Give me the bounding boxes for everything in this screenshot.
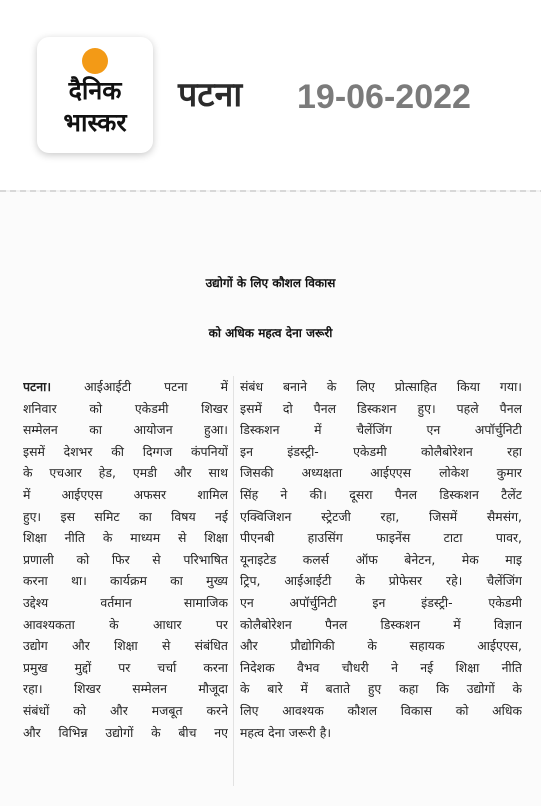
body-line-text: आवश्यकता के आधार पर	[23, 616, 228, 632]
body-line	[23, 549, 228, 571]
body-line-text: यूनाइटेड कलर्स ऑफ बेनेटन, मेक माइ	[240, 551, 522, 567]
body-line-text: इन इंडस्ट्री- एकेडमी कोलैबोरेशन रहा	[240, 443, 522, 459]
body-line-text: सिंह ने की। दूसरा पैनल डिस्कशन टैलेंट	[240, 486, 522, 502]
column-divider	[233, 376, 234, 786]
body-line	[240, 398, 522, 420]
newspaper-logo	[37, 37, 153, 153]
headline-line-1: उद्योगों के लिए कौशल विकास	[205, 276, 336, 290]
edition-city: पटना	[178, 75, 243, 115]
body-line-text: लिए आवश्यक कौशल विकास को अधिक	[240, 702, 522, 718]
body-line-text: उद्योग और शिक्षा से संबंधित	[23, 638, 228, 654]
body-line	[23, 462, 228, 484]
logo-text-line1: दैनिक	[68, 76, 122, 105]
body-line	[23, 635, 228, 657]
body-line-text: उद्देश्य वर्तमान सामाजिक	[23, 594, 228, 610]
body-line	[23, 570, 228, 592]
paper-header	[0, 0, 541, 185]
body-line-text: डिस्कशन में चैलेंजिंग एन अपॉर्चुनिटी	[240, 422, 522, 438]
body-line	[23, 614, 228, 636]
article-body-left	[23, 376, 228, 743]
body-line-text: निदेशक वैभव चौधरी ने नई शिक्षा नीति	[240, 659, 522, 675]
body-line	[240, 614, 522, 636]
article-body-right	[240, 376, 522, 743]
article-dateline: पटना।	[23, 379, 52, 394]
clipping-edge	[0, 190, 541, 192]
body-line	[23, 592, 228, 614]
body-line	[240, 506, 522, 528]
body-line-text: सम्मेलन का आयोजन हुआ।	[23, 422, 228, 438]
body-line-text: पीएनबी हाउसिंग फाइनेंस टाटा पावर,	[240, 530, 522, 546]
body-line-text: ट्रिप, आईआईटी के प्रोफेसर रहे। चैलेंजिंग	[240, 573, 522, 589]
sun-icon	[82, 48, 108, 74]
body-line-text: करना था। कार्यक्रम का मुख्य	[23, 573, 228, 589]
article-kicker	[0, 224, 541, 248]
body-line-text: और प्रौद्योगिकी के सहायक आईएएस,	[240, 638, 522, 654]
logo-text-line2: भास्कर	[63, 108, 127, 137]
body-line	[240, 657, 522, 679]
body-line	[240, 462, 522, 484]
article-headline	[0, 258, 541, 358]
body-line	[240, 441, 522, 463]
body-line	[23, 419, 228, 441]
body-line-text: एक्विजिशन स्ट्रेटजी रहा, जिसमें सैमसंग,	[240, 508, 522, 524]
body-line-text: और विभिन्न उद्योगों के बीच नए	[23, 724, 228, 740]
body-line	[23, 722, 228, 744]
body-line	[240, 700, 522, 722]
body-line	[240, 678, 522, 700]
body-line-text: रहा। शिखर सम्मेलन मौजूदा	[23, 681, 228, 697]
body-line	[240, 527, 522, 549]
body-line-text: महत्व देना जरूरी है।	[240, 724, 332, 740]
body-line-text: संबंधों को और मजबूत करने	[23, 702, 228, 718]
headline-line-2: को अधिक महत्व देना जरूरी	[208, 326, 333, 340]
body-line-text: एन अपॉर्चुनिटी इन इंडस्ट्री- एकेडमी	[240, 594, 522, 610]
body-line	[23, 441, 228, 463]
body-line	[240, 484, 522, 506]
body-line-text: प्रमुख मुद्दों पर चर्चा करना	[23, 659, 228, 675]
body-line-text: कोलैबोरेशन पैनल डिस्कशन में विज्ञान	[240, 616, 522, 632]
body-line-text: प्रणाली को फिर से परिभाषित	[23, 551, 228, 567]
body-line-text: के बारे में बताते हुए कहा कि उद्योगों के	[240, 681, 522, 697]
body-line-text: इसमें देशभर की दिग्गज कंपनियों	[23, 443, 228, 459]
body-line	[23, 376, 228, 398]
body-line	[240, 419, 522, 441]
body-line	[23, 700, 228, 722]
body-line-text: के एचआर हेड, एमडी और साथ	[23, 465, 228, 481]
body-line-text: आईआईटी पटना में	[84, 379, 228, 394]
body-line-text: शनिवार को एकेडमी शिखर	[23, 400, 228, 416]
body-line	[240, 722, 522, 744]
body-line	[240, 376, 522, 398]
body-line	[23, 527, 228, 549]
body-line	[23, 678, 228, 700]
body-line	[240, 549, 522, 571]
body-line	[240, 570, 522, 592]
body-line	[240, 635, 522, 657]
body-line-text: इसमें दो पैनल डिस्कशन हुए। पहले पैनल	[240, 400, 522, 416]
body-line	[23, 657, 228, 679]
body-line-text: हुए। इस समिट का विषय नई	[23, 508, 228, 524]
body-line	[240, 592, 522, 614]
body-line	[23, 398, 228, 420]
body-line-text: संबंध बनाने के लिए प्रोत्साहित किया गया।	[240, 379, 522, 394]
body-line	[23, 484, 228, 506]
body-line-text: जिसकी अध्यक्षता आईएएस लोकेश कुमार	[240, 465, 522, 481]
edition-date: 19-06-2022	[297, 78, 471, 116]
body-line	[23, 506, 228, 528]
body-line-text: शिक्षा नीति के माध्यम से शिक्षा	[23, 530, 228, 546]
body-line-text: में आईएएस अफसर शामिल	[23, 486, 228, 502]
